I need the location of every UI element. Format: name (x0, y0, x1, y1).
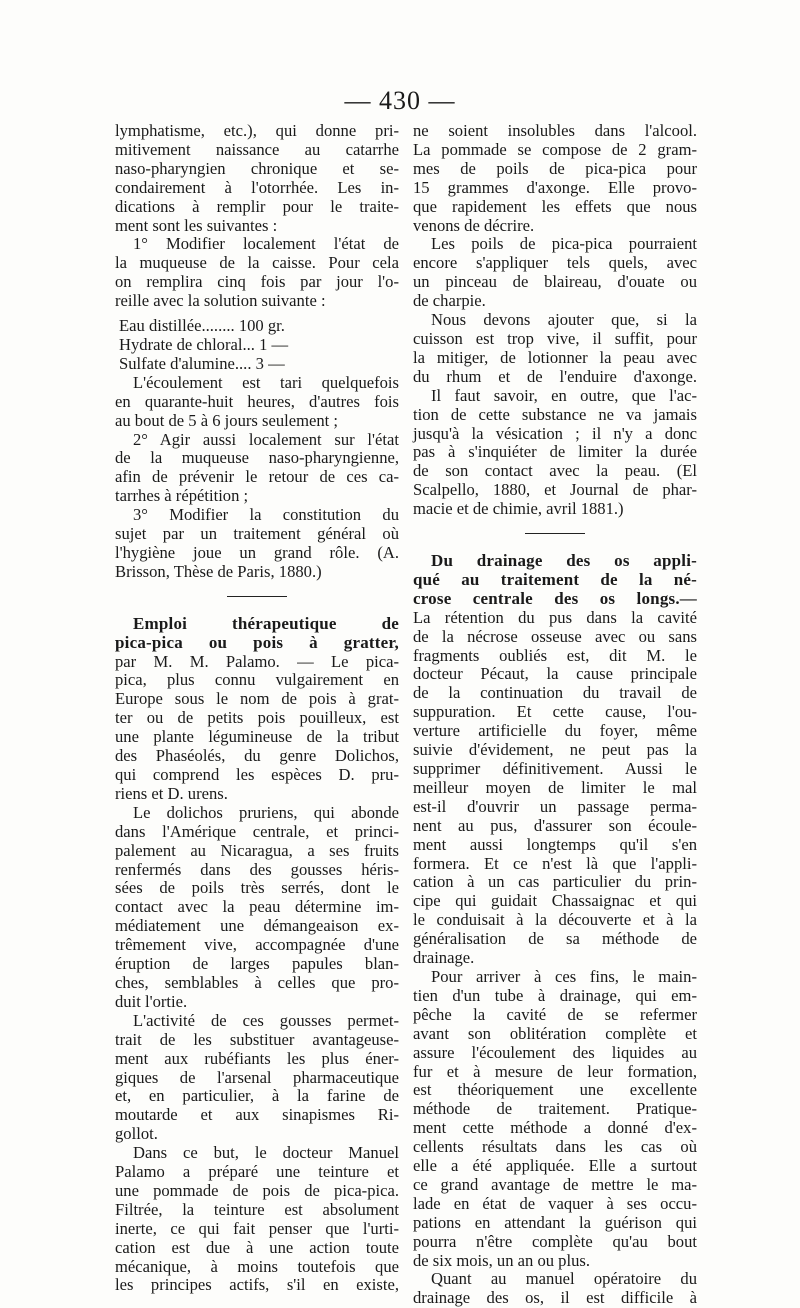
text-line: pations en attendant la guérison qui (413, 1212, 697, 1232)
text-line: médiatement une démangeaison ex- (115, 916, 399, 936)
text-line: drainage des os, il est difficile à (413, 1288, 697, 1308)
text-line: inerte, ce qui fait penser que l'urti- (115, 1218, 399, 1238)
text-line: éruption de larges papules blan- (115, 954, 399, 974)
text-line: tarrhes à répétition ; (115, 486, 249, 506)
text-line: est théoriquement une excellente (413, 1080, 697, 1100)
text-line: assure l'écoulement des liquides au (413, 1042, 697, 1062)
right-column (413, 122, 697, 1308)
text-line: L'écoulement est tari quelquefois (133, 372, 399, 392)
text-line: Scalpello, 1880, et Journal de phar- (413, 480, 697, 500)
text-line: Eau distillée........ 100 gr. (119, 316, 285, 336)
text-line: Filtrée, la teinture est absolument (115, 1199, 399, 1219)
text-line: Nous devons ajouter que, si la (431, 310, 697, 330)
text-line: tien d'un tube à drainage, qui em- (413, 985, 697, 1005)
text-line: généralisation de sa méthode de (413, 929, 697, 949)
text-line: cellents résultats dans les cas où (413, 1137, 697, 1157)
text-line: giques de l'arsenal pharmaceutique (115, 1067, 399, 1087)
text-line: que rapidement les effets que nous (413, 196, 697, 216)
section-rule (525, 533, 585, 534)
text-line: qui comprend les espèces D. pru- (115, 765, 399, 784)
text-line: sujet par un traitement général où (115, 524, 399, 544)
text-line: cation à un cas particulier du prin- (413, 872, 697, 892)
text-line: avant son oblitération complète et (413, 1023, 697, 1043)
text-line: Pour arriver à ces fins, le main- (431, 966, 697, 986)
text-line: suivie d'évidement, ne peut pas la (413, 740, 697, 760)
page-number: — 430 — (344, 86, 456, 115)
text-line: cuisson est trop vive, il suffit, pour (413, 328, 697, 348)
text-line: fragments oubliés est, dit M. le (413, 645, 697, 665)
text-line: Quant au manuel opératoire du (431, 1269, 697, 1289)
text-line: Hydrate de chloral... 1 — (119, 334, 289, 354)
text-line: docteur Pécaut, la cause principale (413, 664, 697, 684)
text-line: macie et de chimie, avril 1881.) (413, 499, 624, 519)
text-line: du rhum et de l'enduire d'axonge. (413, 366, 697, 386)
text-line: pourra n'être complète qu'au bout (413, 1231, 697, 1251)
text-line: pêche la cavité de se refermer (413, 1004, 697, 1024)
text-line: mécanique, à moins toutefois que (115, 1256, 399, 1276)
text-line: au bout de 5 à 6 jours seulement ; (115, 410, 339, 430)
text-line: trêmement vive, accompagnée d'une (115, 935, 399, 955)
text-line: La pommade se compose de 2 gram- (413, 139, 697, 159)
text-line: de six mois, un an ou plus. (413, 1250, 590, 1270)
text-line: pas à s'inquiéter de limiter la durée (413, 442, 697, 462)
text-line: fur et à mesure de leur formation, (413, 1061, 697, 1081)
text-line: jusqu'à la vésication ; il n'y a donc (413, 423, 697, 443)
text-line: moutarde et aux sinapismes Ri- (115, 1105, 399, 1125)
text-line: une pommade de pois de pica-pica. (115, 1180, 399, 1200)
text-line: ment sont les suivantes : (115, 215, 278, 235)
text-line: trait de les substituer avantageuse- (115, 1029, 399, 1049)
text-line: par M. M. Palamo. — Le pica- (115, 651, 399, 671)
text-line: venons de décrire. (413, 215, 535, 235)
text-line: dications à remplir pour le traite- (115, 196, 399, 216)
text-line: ce grand avantage de mettre le ma- (413, 1174, 697, 1194)
text-line: ment aussi longtemps qu'il s'en (413, 834, 697, 854)
text-line: Dans ce but, le docteur Manuel (133, 1143, 399, 1163)
text-line: le conduisait à la découverte et à la (413, 910, 697, 930)
text-line: la muqueuse de la caisse. Pour cela (115, 253, 399, 273)
section-heading-line: Du drainage des os appli- (431, 551, 697, 571)
text-line: de son contact avec la peau. (El (413, 461, 697, 481)
text-line: supprimer définitivement. Aussi le (413, 759, 697, 778)
text-line: ter ou de petits pois pouilleux, est (115, 708, 399, 728)
text-line: naso-pharyngien chronique et se- (115, 158, 399, 178)
text-line: 1° Modifier localement l'état de (133, 234, 399, 254)
text-line: sées de poils très serrés, dont le (115, 878, 399, 898)
text-line: palement au Nicaragua, a ses fruits (115, 840, 399, 860)
text-line: gollot. (115, 1124, 158, 1144)
text-line: condairement à l'otorrhée. Les in- (115, 177, 399, 197)
text-line: contact avec la peau détermine im- (115, 897, 399, 917)
text-line: riens et D. urens. (115, 783, 228, 803)
text-line: verture artificielle du foyer, même (413, 721, 697, 741)
text-line: Brisson, Thèse de Paris, 1880.) (115, 561, 322, 581)
text-line: de charpie. (413, 291, 486, 311)
text-line: ment cette méthode a donné d'ex- (413, 1118, 697, 1138)
text-line: de la continuation du travail de (413, 683, 697, 703)
text-line: 3° Modifier la constitution du (133, 505, 399, 525)
text-line: de la muqueuse naso-pharyngienne, (115, 448, 399, 468)
text-line: Le dolichos pruriens, qui abonde (133, 802, 399, 822)
section-heading-line: pica-pica ou pois à gratter, (115, 632, 399, 652)
section-heading-line: qué au traitement de la né- (413, 569, 697, 589)
text-line: tion de cette substance ne va jamais (413, 404, 697, 424)
text-line: duit l'ortie. (115, 991, 188, 1011)
text-line: lymphatisme, etc.), qui donne pri- (115, 121, 399, 140)
left-column (115, 122, 399, 1295)
text-line: encore s'appliquer tels quels, avec (413, 253, 697, 273)
section-heading-line: crose centrale des os longs.— (413, 588, 697, 608)
text-line: un pinceau de blaireau, d'ouate ou (413, 272, 697, 292)
text-line: ches, semblables à celles que pro- (115, 972, 399, 992)
text-line: renfermés dans des gousses héris- (115, 859, 399, 879)
text-line: drainage. (413, 948, 475, 968)
text-line: méthode de traitement. Pratique- (413, 1099, 697, 1119)
section-rule (227, 596, 287, 597)
text-line: cation est due à une action toute (115, 1237, 399, 1257)
text-line: Les poils de pica-pica pourraient (431, 234, 697, 254)
text-line: 15 grammes d'axonge. Elle provo- (413, 177, 697, 197)
text-line: des Phaséolés, du genre Dolichos, (115, 746, 399, 766)
text-line: pica, plus connu vulgairement en (115, 670, 399, 690)
text-line: ment aux rubéfiants les plus éner- (115, 1048, 399, 1068)
text-line: de la nécrose osseuse avec ou sans (413, 626, 697, 646)
text-line: nent au pus, d'assurer son écoule- (413, 815, 697, 835)
text-line: Europe sous le nom de pois à grat- (115, 689, 399, 709)
text-line: est-il d'ouvrir un passage perma- (413, 796, 697, 816)
text-line: 2° Agir aussi localement sur l'état (133, 429, 399, 449)
text-line: Sulfate d'alumine.... 3 — (119, 353, 285, 373)
text-line: mitivement naissance au catarrhe (115, 139, 399, 159)
text-line: on remplira cinq fois par jour l'o- (115, 272, 399, 292)
text-line: la mitiger, de lotionner la peau avec (413, 347, 697, 367)
text-line: afin de prévenir le retour de ces ca- (115, 467, 399, 487)
text-line: L'activité de ces gousses permet- (133, 1010, 399, 1030)
text-line: ne soient insolubles dans l'alcool. (413, 121, 697, 140)
text-line: La rétention du pus dans la cavité (413, 607, 697, 627)
text-line: Palamo a préparé une teinture et (115, 1162, 399, 1182)
section-heading-line: Emploi thérapeutique de (133, 613, 399, 633)
text-line: elle a été appliquée. Elle a surtout (413, 1156, 697, 1176)
text-line: formera. Et ce n'est là que l'appli- (413, 853, 697, 873)
text-line: en quarante-huit heures, d'autres fois (115, 391, 399, 411)
text-line: une plante légumineuse de la tribut (115, 727, 399, 747)
text-line: l'hygiène joue un grand rôle. (A. (115, 542, 399, 562)
text-line: reille avec la solution suivante : (115, 291, 326, 311)
text-line: mes de poils de pica-pica pour (413, 158, 697, 178)
text-line: dans l'Amérique centrale, et princi- (115, 821, 399, 841)
text-line: lade en état de vaquer à ses occu- (413, 1193, 697, 1213)
text-line: et, en particulier, à la farine de (115, 1086, 399, 1106)
text-line: les principes actifs, s'il en existe, (115, 1275, 399, 1295)
text-line: meilleur moyen de limiter le mal (413, 777, 697, 797)
text-line: suppuration. Et cette cause, l'ou- (413, 702, 697, 722)
text-line: cipe qui guidait Chassaignac et qui (413, 891, 697, 911)
text-line: Il faut savoir, en outre, que l'ac- (431, 385, 697, 405)
